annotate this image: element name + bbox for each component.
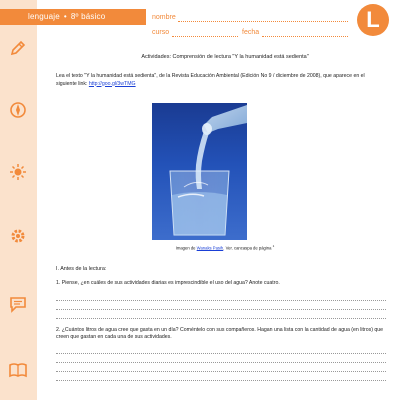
name-label: nombre (152, 14, 176, 21)
caption-suffix: . Ver. cancaspa de página (223, 245, 273, 251)
answer-line[interactable] (56, 318, 386, 319)
intro-link[interactable]: http://goo.gl/3wTMG (88, 80, 136, 87)
caption-prefix: Imagen de (175, 245, 197, 251)
page-title: Actividades: Comprensión de lectura "Y la humanidad está sedienta" (141, 54, 309, 60)
subject-label: lenguaje (28, 12, 60, 21)
water-glass-illustration (152, 103, 247, 240)
answer-line[interactable] (56, 353, 386, 354)
gear-icon (6, 224, 30, 248)
intro-text: Lea el texto "Y la humanidad está sedienta", de la Revista Educación Ambiental (Edición No 9 / diciembre de 2008), que aparece en el siguiente link: (56, 73, 365, 87)
photo-caption: Imagen de Wanaks Pasih. Ver. cancaspa de página $^1$ (175, 244, 275, 251)
pencil-icon (6, 36, 30, 60)
answer-line[interactable] (56, 380, 386, 381)
chat-icon (6, 292, 30, 316)
caption-link[interactable]: Wanaks Pasih (196, 245, 224, 251)
sun-icon (6, 160, 30, 184)
grade-label: 8º básico (70, 12, 106, 21)
answer-line[interactable] (56, 300, 386, 301)
name-field[interactable] (178, 21, 348, 22)
date-label: fecha (242, 29, 260, 36)
intro-paragraph (56, 73, 386, 88)
compass-icon (6, 98, 30, 122)
section-title: I. Antes de la lectura: (56, 266, 107, 272)
sidebar (0, 0, 37, 400)
course-field[interactable] (172, 36, 238, 37)
subject-header (0, 9, 146, 25)
date-field[interactable] (262, 36, 348, 37)
question-2: 2. ¿Cuántos litros de agua cree que gasta en un día? Coméntelo con sus compañeros. Hagan una lista con la cantidad de agua (en litros) que creen que gastan en cada una de sus actividades. (56, 327, 384, 341)
answer-line[interactable] (56, 362, 386, 363)
book-icon (6, 358, 30, 382)
answer-line[interactable] (56, 309, 386, 310)
water-glass-photo (152, 103, 247, 240)
subject-logo (357, 4, 389, 36)
course-label: curso (152, 29, 170, 36)
logo-letter: L (366, 7, 380, 32)
answer-line[interactable] (56, 371, 386, 372)
question-1: 1. Piense, ¿en cuáles de sus actividades diarias es imprescindible el uso del agua? Anote cuatro. (56, 280, 280, 286)
header-separator: • (63, 12, 67, 21)
